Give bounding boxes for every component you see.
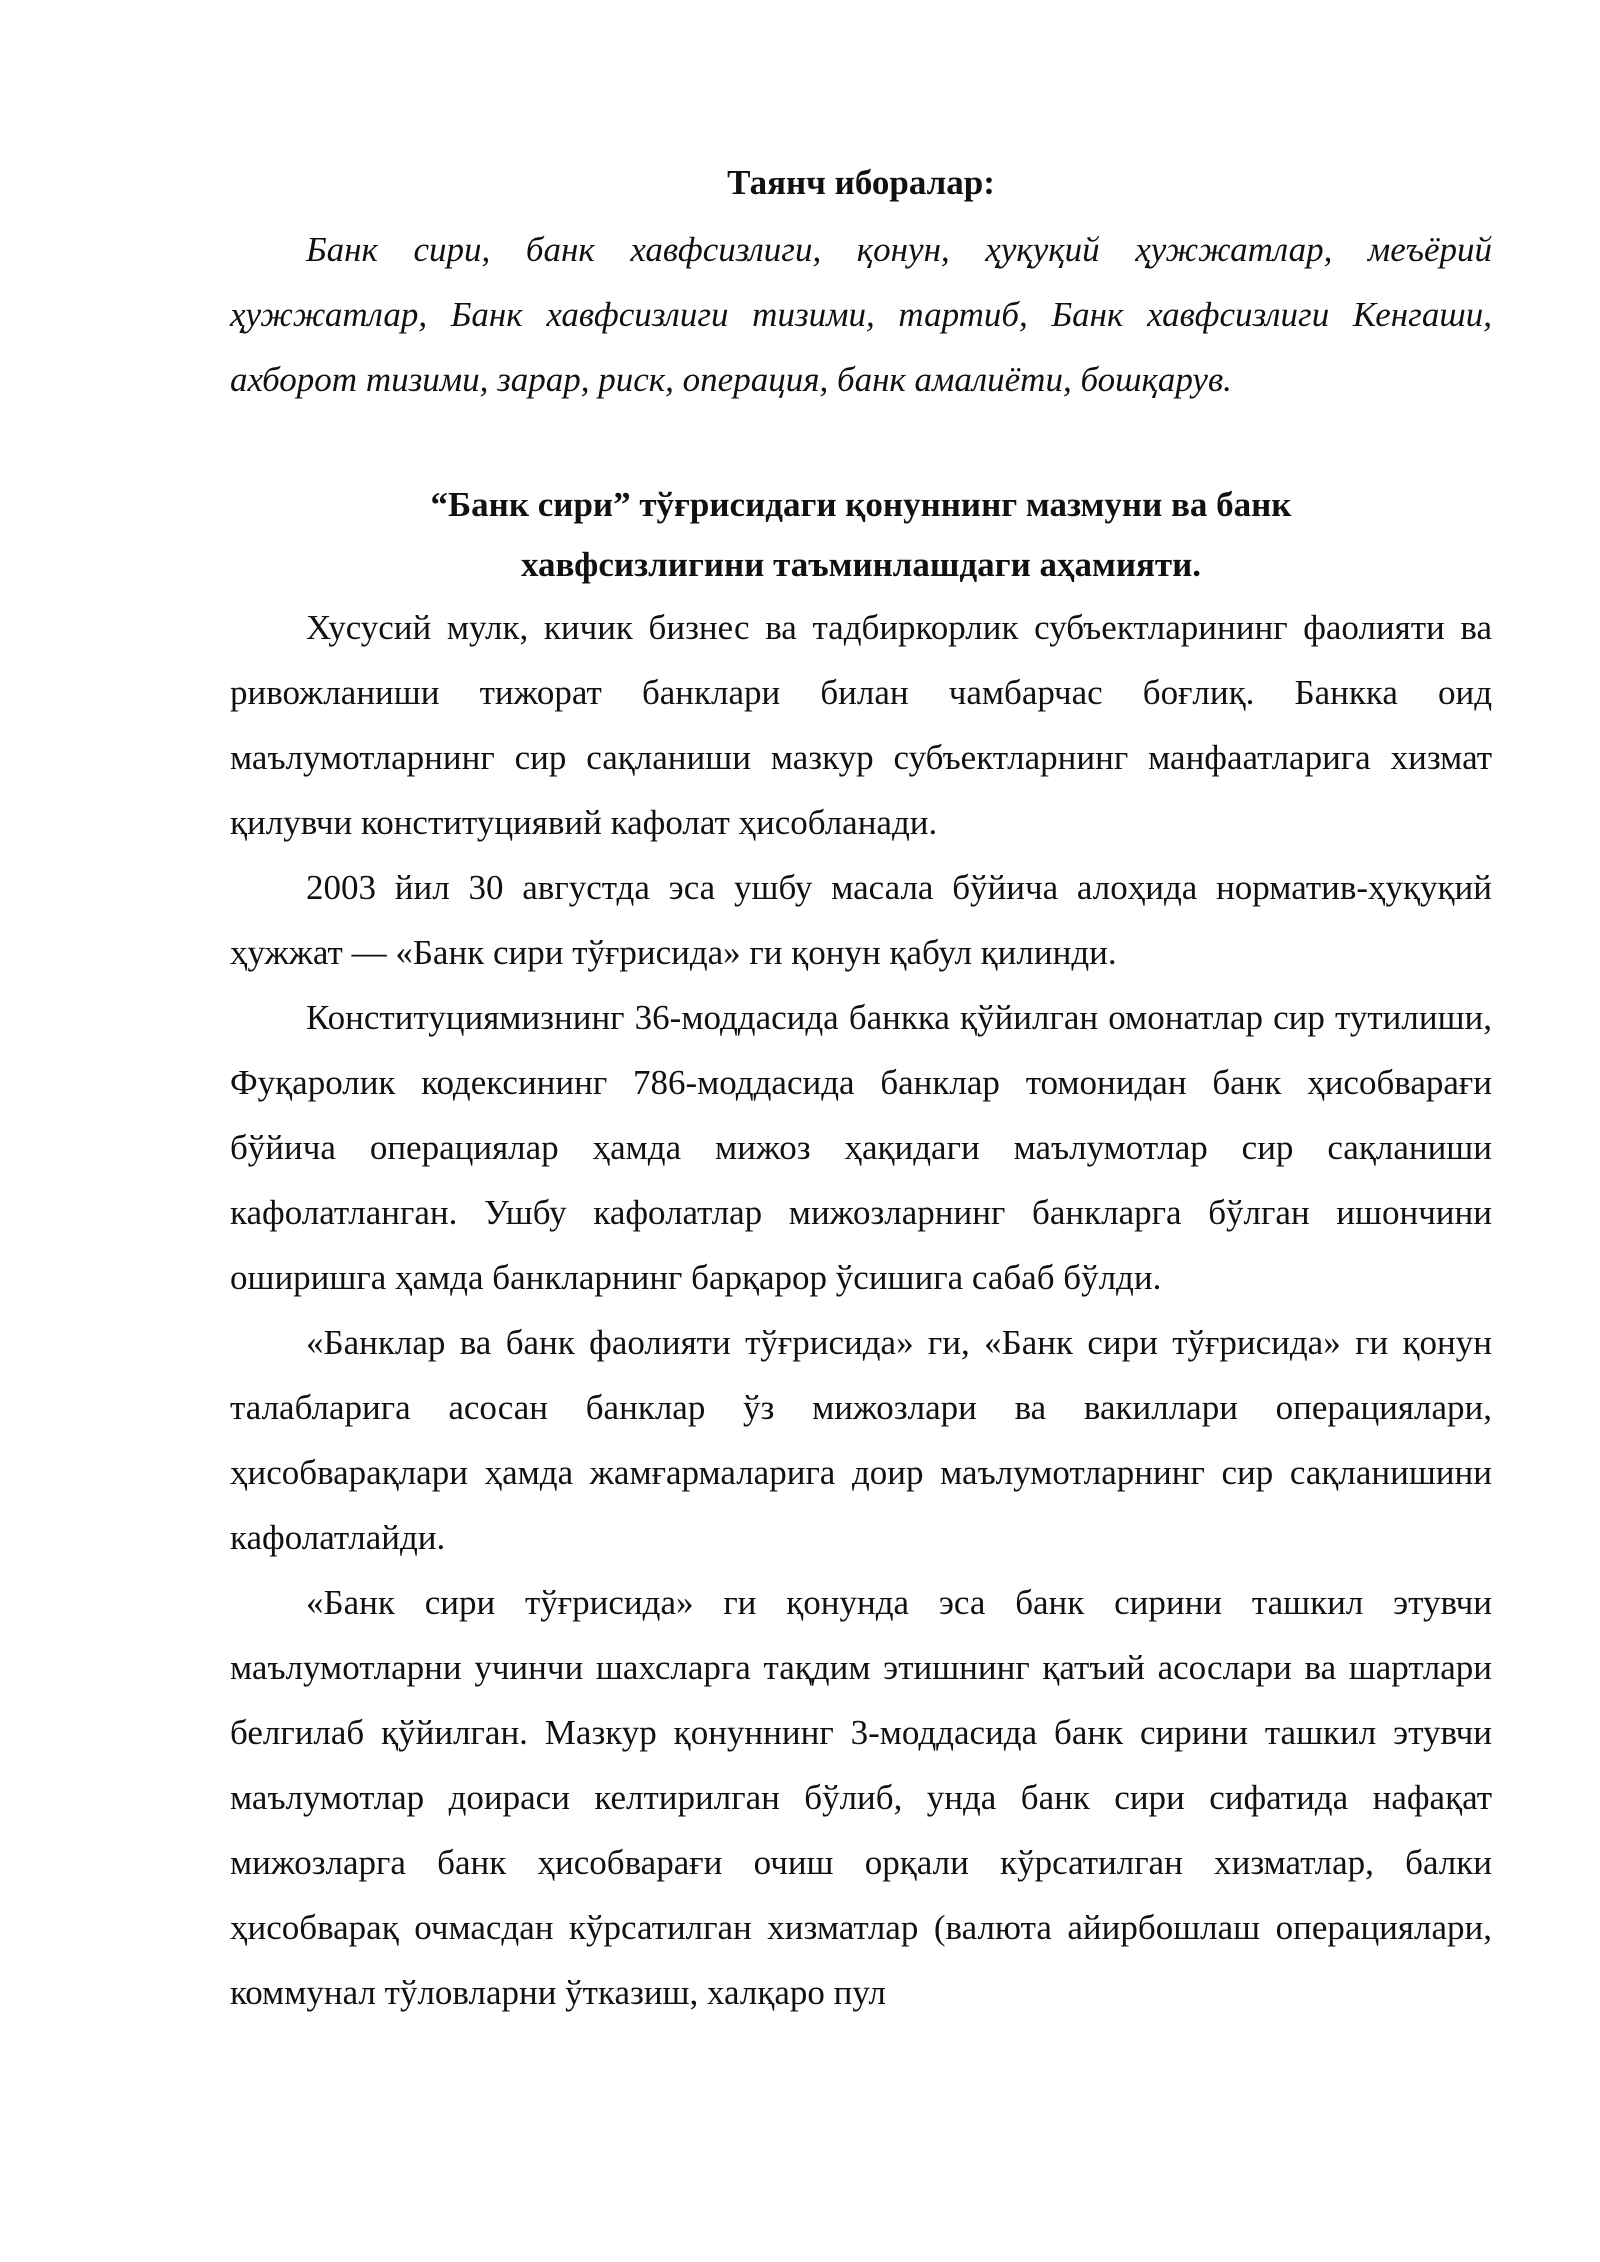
paragraph-4: «Банклар ва банк фаолияти тўғрисида» ги, «Банк сири тўғрисида» ги қонун талабларига асосан банклар ўз мижозлари ва вакиллари операциялари, ҳисобварақлари ҳамда жамғармаларига доир маълумотларнинг сир сақланишини кафолатлайди. (230, 1323, 1492, 1557)
keywords-list: Банк сири, банк хавфсизлиги, қонун, ҳуқуқий ҳужжатлар, меъёрий ҳужжатлар, Банк хавфсизлиги тизими, тартиб, Банк хавфсизлиги Кенгаши, ахборот тизими, зарар, риск, операция, банк амалиёти, бошқарув. (230, 230, 1492, 399)
paragraph-5: «Банк сири тўғрисида» ги қонунда эса банк сирини ташкил этувчи маълумотларни учинчи шахсларга тақдим этишнинг қатъий асослари ва шартлари белгилаб қўйилган. Мазкур қонуннинг 3-моддасида банк сирини ташкил этувчи маълумотлар доираси келтирилган бўлиб, унда банк сири сифатида нафақат мижозларга банк ҳисобварағи очиш орқали кўрсатилган хизматлар, балки ҳисобварақ очмасдан кўрсатилган хизматлар (валюта айирбошлаш операциялари, коммунал тўловларни ўтказиш, халқаро пул (230, 1583, 1492, 2012)
section-title-line-1: “Банк сири” тўғрисидаги қонуннинг мазмуни ва банк (430, 485, 1292, 524)
keywords-title: Таянч иборалар: (727, 163, 995, 202)
section-title-line-2: хавфсизлигини таъминлашдаги аҳамияти. (520, 545, 1202, 584)
document-page (230, 150, 1492, 2025)
paragraph-1: Хусусий мулк, кичик бизнес ва тадбиркорлик субъектларининг фаолияти ва ривожланиши тижорат банклари билан чамбарчас боғлиқ. Банкка оид маълумотларнинг сир сақланиши мазкур субъектларнинг манфаатларига хизмат қилувчи конституциявий кафолат ҳисобланади. (230, 608, 1492, 842)
section-title (230, 475, 1492, 595)
paragraph-2: 2003 йил 30 августда эса ушбу масала бўйича алоҳида норматив-ҳуқуқий ҳужжат — «Банк сири тўғрисида» ги қонун қабул қилинди. (230, 868, 1492, 972)
paragraph-3: Конституциямизнинг 36-моддасида банкка қўйилган омонатлар сир тутилиши, Фуқаролик кодексининг 786-моддасида банклар томонидан банк ҳисобварағи бўйича операциялар ҳамда мижоз ҳақидаги маълумотлар сир сақланиши кафолатланган. Ушбу кафолатлар мижозларнинг банкларга бўлган ишончини оширишга ҳамда банкларнинг барқарор ўсишига сабаб бўлди. (230, 998, 1492, 1297)
